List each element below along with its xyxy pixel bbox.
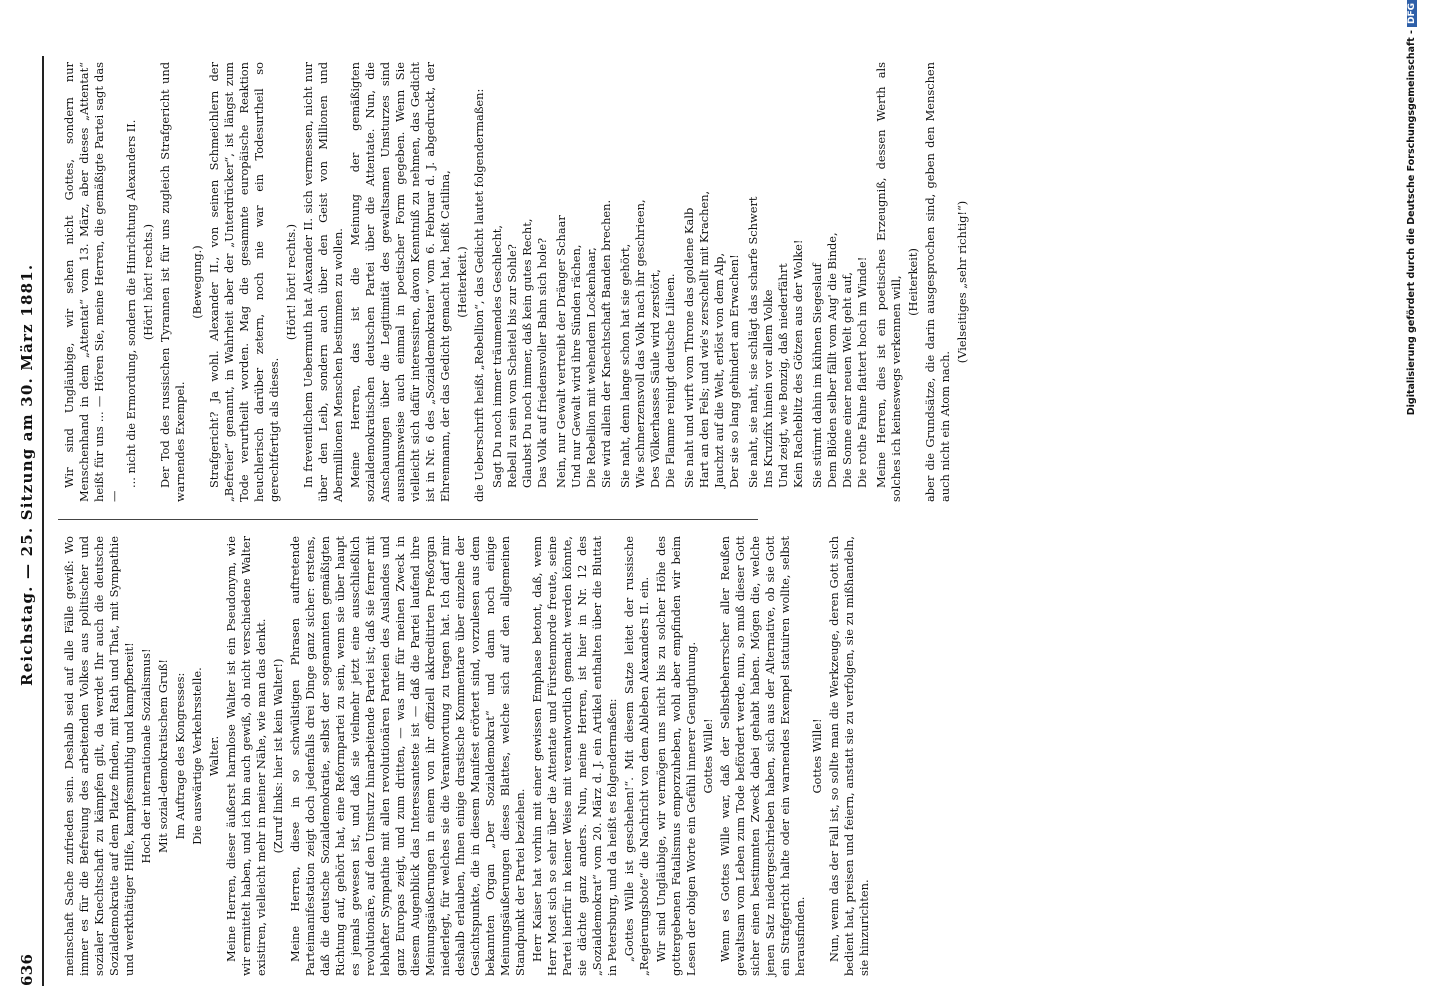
poem-line: Die rothe Fahne flattert hoch im Winde! xyxy=(855,256,869,488)
page-title: Reichstag. — 25. Sitzung am 30. März 1881. xyxy=(18,263,36,686)
centered-line: Mit sozial-demokratischem Gruß! xyxy=(156,659,170,853)
centered-line: Die auswärtige Verkehrsstelle. xyxy=(190,667,204,845)
poem-stanza xyxy=(490,62,550,488)
paragraph: Wenn es Gottes Wille war, daß der Selbstbeherrscher aller Reußen gewaltsam vom Leben zum Tode befördert werde, nun, so muß dieser Gott sicher einen bestimmten Zweck dabei gehabt haben. Mögen die, welche jenen Satz niedergeschrieben haben, sich aus der Alternative, ob sie Gott ein Strafgericht halte oder ein warnendes Exempel statuiren wollte, selbst herausfinden. xyxy=(718,536,807,976)
poem-line: Dem Blöden selber fällt vom Aug' die Binde, xyxy=(825,232,839,488)
poem-line: Jauchzt auf die Welt, erlöst von dem Alp, xyxy=(712,252,726,488)
paragraph: Der Tod des russischen Tyrannen ist für uns zugleich Strafgericht und warnendes Exempel. xyxy=(158,62,187,502)
poem-line: Und zeigt, wie Bonzig, daß niederfährt xyxy=(776,263,790,488)
paragraph: ... nicht die Ermordung, sondern die Hinrichtung Alexanders II. xyxy=(124,119,138,488)
poem-line: Die Sonne einer neuen Welt geht auf, xyxy=(840,272,854,488)
paragraph: „Gottes Wille ist geschehen!“. Mit diesem Satze leitet der russische „Regierungsbote“ die Nachricht von dem Ableben Alexanders II. ein. xyxy=(622,536,651,976)
paragraph: Meine Herren, diese in so schwülstigen Phrasen auftretende Parteimanifestation zeigt doch jedenfalls drei Dinge ganz sicher: erstens, daß die deutsche Sozialdemokratie, selbst der sogenannten gemäßigten Richtung auf, gehört hat, eine Reformpartei zu sein, wenn sie über haupt es jemals gewesen ist, und daß sie vielmehr jetzt eine ausschließlich revolutionäre, auf den Umsturz hinarbeitende Partei ist; daß sie ferner mit lebhafter Sympathie mit allen revolutionären Parteien des Auslandes und ganz Europas zeigt, und zum dritten, — was mir für meinen Zweck in diesem Augenblick das Interessanteste ist — daß die Partei laufend ihre Meinungsäußerungen in einem von ihr offiziell akkreditirten Preßorgan niederlegt, für welches sie die Verantwortung zu tragen hat. Ich darf mir deshalb erlauben, Ihnen einige drastische Kommentare über einzelne der Gesichtspunkte, die in diesem Manifest erörtert sind, vorzulesen aus dem bekannten Organ „Der Sozialdemokrat“ und dann noch einige Meinungsäußerungen dieses Blattes, welche sich auf den allgemeinen Standpunkt der Partei beziehen. xyxy=(288,536,527,976)
paragraph: Nun, wenn das der Fall ist, so sollte man die Werkzeuge, deren Gott sich bedient hat, preisen und feiern, anstatt sie zu verfolgen, sie zu mißhandeln, sie hinzurichten. xyxy=(827,536,871,976)
centered-line: (Heiterkeit.) xyxy=(455,246,469,318)
poem-line: Der sie so lang gehindert am Erwachen! xyxy=(727,254,741,488)
dfg-logo: DFG xyxy=(1407,0,1417,27)
paragraph: meinschaft Sache zufrieden sein. Deshalb seid auf alle Fälle gewiß: Wo immer es für die Befreiung des arbeitenden Volkes aus politischer und sozialer Knechtschaft zu kämpfen gilt, da werdet Ihr auch die deutsche Sozialdemokratie auf dem Platze finden, mit Rath und That, mit Sympathie und werkthätiger Hilfe, kampfesmuthig und kampfbereit! xyxy=(62,536,136,976)
poem-line: Rebell zu sein vom Scheitel bis zur Sohle? xyxy=(505,244,519,488)
poem-line: Sie stürmt dahin im kühnen Siegeslauf xyxy=(810,263,824,488)
centered-line: (Hört! hört! rechts.) xyxy=(284,223,298,341)
centered-line: (Zuruf links: hier ist kein Walter!) xyxy=(271,658,285,854)
poem-stanza xyxy=(810,62,870,488)
paragraph: Meine Herren, dieser äußerst harmlose Walter ist ein Pseudonym, wie wir ermittelt haben, und ich bin auch gewiß, ob nicht verschiedene Walter existiren, vielleicht mehr in meiner Nähe, wie man das denkt. xyxy=(224,536,268,976)
paragraph: die Ueberschrift heißt „Rebellion“, das Gedicht lautet folgendermaßen: xyxy=(472,88,486,502)
poem-stanza xyxy=(682,62,742,488)
centered-line: Hoch der internationale Sozialismus! xyxy=(139,648,153,864)
paragraph: Meine Herren, das ist die Meinung der gemäßigten sozialdemokratischen deutschen Partei über die Attentate. Nun, die Anschauungen über die Legitimität des gewaltsamen Umsturzes sind ausnahmsweise auch einmal in poetischer Form gegeben. Wenn Sie vielleicht sich dafür interessiren, davon Kenntniß zu nehmen, das Gedicht ist in Nr. 6 des „Sozialdemokraten“ vom 6. Februar d. J. abgedruckt, der Ehrenmann, der das Gedicht gemacht hat, heißt Catilina, xyxy=(348,62,452,502)
poem-line: Sie naht, sie naht, sie schlägt das scharfe Schwert xyxy=(746,196,760,488)
centered-line: Walter. xyxy=(207,735,221,777)
poem-line: Die Flamme reinigt deutsche Lilieen. xyxy=(663,273,677,488)
poem-line: Glaubst Du noch immer, daß kein gutes Recht, xyxy=(520,218,534,488)
poem-line: Wie schmerzensvoll das Volk nach ihr geschrieen, xyxy=(633,199,647,488)
poem-line: Und nur Gewalt wird ihre Sünden rächen, xyxy=(569,244,583,488)
poem-stanza xyxy=(618,62,678,488)
page-number: 636 xyxy=(18,953,36,986)
centered-line: (Heiterkeit) xyxy=(906,248,920,316)
poem-line: Des Völkerhasses Säule wird zerstört, xyxy=(648,269,662,488)
poem-line: Sie naht und wirft vom Throne das goldene Kalb xyxy=(682,207,696,488)
poem-line: Hart an den Fels; und wie's zerschellt mit Krachen, xyxy=(697,190,711,488)
paragraph: Herr Kaiser hat vorhin mit einer gewissen Emphase betont, daß, wenn Herr Most sich so sehr über die Attentate und Fürstenmorde freute, seine Partei hierfür in keiner Weise mit verantwortlich gemacht werden könnte, sie dächte ganz anders. Nun, meine Herren, ist hier in Nr. 12 des „Sozialdemokrat“ vom 20. März d. J. ein Artikel enthalten über die Bluttat in Petersburg, und da heißt es folgendermaßen: xyxy=(530,536,619,976)
poem-line: Sie naht, denn lange schon hat sie gehört, xyxy=(618,243,632,488)
centered-line: (Vielseitiges „sehr richtig!“) xyxy=(955,200,969,364)
paragraph: aber die Grundsätze, die darin ausgesprochen sind, geben den Menschen auch nicht ein Atom nach. xyxy=(923,62,952,502)
centered-line: Gottes Wille! xyxy=(701,718,715,794)
poem-stanza xyxy=(554,62,614,488)
digitization-credit xyxy=(1406,0,1422,440)
left-column xyxy=(62,536,871,976)
paragraph: In freventlichem Uebermuth hat Alexander II. sich vermessen, nicht nur über den Leib, sondern auch über den Geist von Millionen und Abermillionen Menschen bestimmen zu wollen. xyxy=(301,62,345,502)
right-column xyxy=(62,62,969,502)
running-head xyxy=(16,56,44,986)
poem-line: Sagt Du noch immer träumendes Geschlecht, xyxy=(490,225,504,488)
poem-line: Nein, nur Gewalt vertreibt der Dränger Schaar xyxy=(554,215,568,488)
centered-line: (Bewegung.) xyxy=(190,245,204,319)
centered-line: Im Auftrage des Kongresses: xyxy=(173,672,187,840)
poem-line: Sie wird allein der Knechtschaft Banden brechen. xyxy=(599,199,613,488)
column-divider xyxy=(58,519,758,520)
poem-line: Die Rebellion mit wehendem Lockenhaar, xyxy=(584,247,598,488)
poem-stanza xyxy=(746,62,806,488)
centered-line: (Hört! hört! rechts.) xyxy=(141,223,155,341)
paragraph: Wir sind Ungläubige, wir sehen nicht Gottes, sondern nur Menschenhand in dem „Attentat“ vom 13. März, aber dieses „Attentat“ heißt für uns ... — Hören Sie, meine Herren, die gemäßigte Partei sagt das — xyxy=(62,62,121,502)
paragraph: Wir sind Ungläubige, wir vermögen uns nicht bis zu solcher Höhe des gottergebenen Fatalismus emporzuheben, wohl aber empfinden wir beim Lesen der obigen Worte ein Gefühl innerer Genugthuung. xyxy=(654,536,698,976)
centered-line: Gottes Wille! xyxy=(810,718,824,794)
poem-line: Das Volk auf friedensvoller Bahn sich hole? xyxy=(535,237,549,488)
poem-line: Kein Racheblitz des Götzen aus der Wolke! xyxy=(791,239,805,488)
poem-line: Ins Kruzifix hinein vor allem Volke xyxy=(761,289,775,488)
paragraph: Strafgericht? Ja wohl. Alexander II., von seinen Schmeichlern der „Befreier“ genannt, in Wahrheit aber der „Unterdrücker“, ist längst zum Tode verurtheilt worden. Mag die gesammte europäische Reaktion heuchlerisch darüber zetern, noch nie war ein Todesurtheil so gerechtfertigt als dieses. xyxy=(207,62,281,502)
credit-text: Digitalisierung gefördert durch die Deutsche Forschungsgemeinschaft - xyxy=(1406,30,1417,416)
paragraph: Meine Herren, dies ist ein poetisches Erzeugniß, dessen Werth als solches ich keineswegs verkennen will, xyxy=(874,62,903,502)
